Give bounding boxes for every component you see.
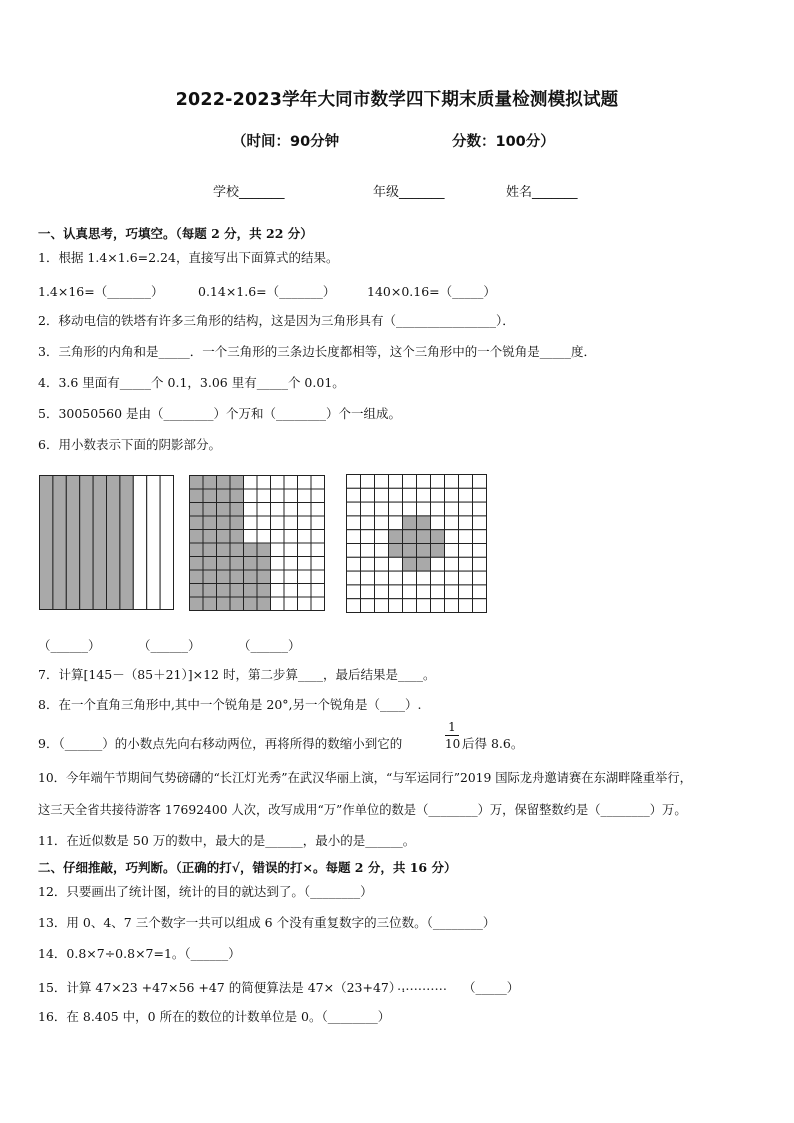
shaded-cell [417, 544, 431, 558]
grid-cell [403, 571, 417, 585]
figure-3-grid [346, 474, 487, 613]
shaded-cell [244, 597, 258, 611]
grid-cell [375, 502, 389, 516]
grid-cell [389, 585, 403, 599]
shaded-cell [190, 516, 204, 530]
shaded-cell [217, 516, 231, 530]
grid-cell [403, 599, 417, 613]
grid-cell [445, 488, 459, 502]
grid-cell [298, 503, 312, 517]
grid-cell [389, 488, 403, 502]
name-field[interactable]: 姓名_______ [506, 185, 578, 200]
grid-cell [298, 516, 312, 530]
shaded-cell [257, 570, 271, 584]
grid-cell [271, 584, 285, 598]
grade-field[interactable]: 年级_______ [373, 185, 445, 200]
grid-cell [403, 475, 417, 489]
grid-cell [347, 502, 361, 516]
shaded-cell [217, 570, 231, 584]
shaded-cell [230, 530, 244, 544]
grid-cell [311, 530, 325, 544]
grid-cell [403, 585, 417, 599]
grid-cell [417, 599, 431, 613]
grid-cell [431, 488, 445, 502]
grid-cell [298, 570, 312, 584]
shaded-cell [203, 570, 217, 584]
shaded-cell [217, 584, 231, 598]
shaded-cell [403, 530, 417, 544]
question-9[interactable]: 9．（______）的小数点先向右移动两位，再将所得的数缩小到它的 [38, 736, 403, 751]
grid-cell [431, 557, 445, 571]
grid-cell [311, 557, 325, 571]
grid-cell [271, 503, 285, 517]
shaded-cell [230, 503, 244, 517]
grid-cell [445, 571, 459, 585]
page-title: 2022-2023学年大同市数学四下期末质量检测模拟试题 [175, 90, 619, 110]
shaded-cell [190, 503, 204, 517]
shaded-strip [40, 476, 53, 610]
grid-cell [347, 488, 361, 502]
grid-cell [459, 530, 473, 544]
shaded-strip [66, 476, 79, 610]
grid-cell [403, 488, 417, 502]
shaded-cell [417, 557, 431, 571]
grid-cell [271, 557, 285, 571]
grid-cell [271, 570, 285, 584]
grid-cell [361, 475, 375, 489]
grid-cell [244, 489, 258, 503]
question-10-line-1: 10．今年端午节期间气势磅礴的“长江灯光秀”在武汉华丽上演，“与军运同行”2019 国际龙舟邀请赛在东湖畔隆重举行， [38, 771, 692, 785]
grid-cell [417, 571, 431, 585]
grid-cell [311, 476, 325, 490]
grid-cell [298, 584, 312, 598]
shaded-cell [190, 597, 204, 611]
exam-time: （时间：90分钟 [232, 134, 340, 150]
grid-cell [445, 502, 459, 516]
shaded-cell [190, 557, 204, 571]
grid-cell [257, 476, 271, 490]
shaded-cell [217, 489, 231, 503]
grid-cell [389, 571, 403, 585]
shaded-cell [257, 543, 271, 557]
shaded-cell [203, 530, 217, 544]
grid-cell [311, 503, 325, 517]
grid-cell [459, 516, 473, 530]
grid-cell [445, 475, 459, 489]
q6-answer-2[interactable]: （______） [138, 638, 201, 653]
grid-cell [361, 544, 375, 558]
grid-cell [417, 475, 431, 489]
shaded-cell [217, 543, 231, 557]
grid-cell [459, 502, 473, 516]
shaded-cell [217, 597, 231, 611]
grid-cell [445, 544, 459, 558]
question-1: 1．根据 1.4×1.6=2.24，直接写出下面算式的结果。 [38, 250, 339, 265]
question-2[interactable]: 2．移动电信的铁塔有许多三角形的结构，这是因为三角形具有（________________）． [38, 313, 515, 328]
q1-item-2[interactable]: 0.14×1.6=（_______） [198, 284, 336, 299]
grid-cell [361, 585, 375, 599]
grid-cell [347, 516, 361, 530]
shaded-cell [244, 557, 258, 571]
shaded-cell [230, 516, 244, 530]
grid-cell [445, 557, 459, 571]
shaded-cell [244, 570, 258, 584]
grid-cell [361, 557, 375, 571]
grid-cell [375, 475, 389, 489]
grid-cell [347, 557, 361, 571]
grid-cell [311, 489, 325, 503]
grid-cell [473, 516, 487, 530]
grid-cell [271, 489, 285, 503]
shaded-strip [120, 476, 133, 610]
grid-cell [284, 570, 298, 584]
shaded-cell [244, 584, 258, 598]
grid-cell [347, 475, 361, 489]
grid-cell [257, 503, 271, 517]
shaded-cell [230, 570, 244, 584]
shaded-cell [217, 476, 231, 490]
grid-cell [284, 476, 298, 490]
question-10-line-2[interactable]: 这三天全省共接待游客 17692400 人次，改写成用“万”作单位的数是（________）万，保留整数约是（________）万。 [38, 803, 687, 817]
grid-cell [473, 585, 487, 599]
grid-cell [271, 543, 285, 557]
grid-cell [431, 516, 445, 530]
shaded-cell [431, 544, 445, 558]
grid-cell [257, 489, 271, 503]
shaded-cell [190, 489, 204, 503]
exam-score: 分数：100分） [452, 134, 555, 150]
grid-cell [473, 502, 487, 516]
question-11[interactable]: 11．在近似数是 50 万的数中，最大的是______，最小的是______。 [38, 833, 416, 848]
shaded-cell [257, 557, 271, 571]
shaded-cell [230, 557, 244, 571]
shaded-cell [190, 584, 204, 598]
grid-cell [389, 557, 403, 571]
shaded-strip [80, 476, 93, 610]
school-field[interactable]: 学校_______ [213, 185, 285, 200]
grid-cell [445, 516, 459, 530]
shaded-cell [389, 544, 403, 558]
grid-cell [361, 502, 375, 516]
grid-cell [298, 543, 312, 557]
question-3[interactable]: 3．三角形的内角和是_____．一个三角形的三条边长度都相等，这个三角形中的一个锐角是_____度． [38, 344, 596, 359]
grid-cell [361, 571, 375, 585]
grid-cell [347, 544, 361, 558]
shaded-strip [53, 476, 66, 610]
shaded-cell [230, 597, 244, 611]
grid-cell [257, 530, 271, 544]
q1-item-1[interactable]: 1.4×16=（_______） [38, 284, 164, 299]
shaded-cell [203, 489, 217, 503]
grid-cell [375, 585, 389, 599]
grid-cell [389, 599, 403, 613]
grid-cell [473, 571, 487, 585]
grid-cell [271, 530, 285, 544]
grid-cell [431, 585, 445, 599]
shaded-cell [417, 530, 431, 544]
question-12[interactable]: 12．只要画出了统计图，统计的目的就达到了。（________） [38, 884, 373, 899]
blank-strip [133, 476, 146, 610]
shaded-cell [257, 597, 271, 611]
shaded-cell [190, 530, 204, 544]
grid-cell [347, 571, 361, 585]
q15-dots: ………… [397, 978, 447, 993]
shaded-cell [230, 489, 244, 503]
shaded-cell [257, 584, 271, 598]
shaded-cell [203, 557, 217, 571]
grid-cell [298, 489, 312, 503]
grid-cell [375, 516, 389, 530]
question-4[interactable]: 4．3.6 里面有_____个 0.1，3.06 里有_____个 0.01。 [38, 375, 345, 390]
grid-cell [389, 475, 403, 489]
grid-cell [361, 488, 375, 502]
shaded-cell [431, 530, 445, 544]
q6-answer-3[interactable]: （______） [238, 638, 301, 653]
grid-cell [473, 530, 487, 544]
shaded-cell [417, 516, 431, 530]
shaded-cell [203, 516, 217, 530]
grid-cell [459, 488, 473, 502]
grid-cell [459, 599, 473, 613]
grid-cell [375, 488, 389, 502]
shaded-cell [217, 530, 231, 544]
shaded-cell [244, 543, 258, 557]
grid-cell [403, 502, 417, 516]
grid-cell [473, 475, 487, 489]
grid-cell [459, 475, 473, 489]
grid-cell [271, 516, 285, 530]
question-16[interactable]: 16．在 8.405 中，0 所在的数位的计数单位是 0。（________） [38, 1009, 391, 1024]
shaded-cell [203, 476, 217, 490]
grid-cell [347, 599, 361, 613]
grid-cell [244, 530, 258, 544]
grid-cell [361, 530, 375, 544]
grid-cell [431, 502, 445, 516]
grid-cell [298, 597, 312, 611]
question-9-end: 后得 8.6。 [462, 736, 524, 751]
grid-cell [473, 557, 487, 571]
shaded-strip [107, 476, 120, 610]
grid-cell [431, 599, 445, 613]
shaded-cell [230, 543, 244, 557]
shaded-cell [203, 543, 217, 557]
blank-strip [147, 476, 160, 610]
shaded-cell [230, 584, 244, 598]
grid-cell [473, 599, 487, 613]
q1-item-3[interactable]: 140×0.16=（_____） [367, 284, 496, 299]
figure-1-strips [39, 475, 174, 610]
grid-cell [375, 599, 389, 613]
grid-cell [473, 488, 487, 502]
shaded-cell [203, 503, 217, 517]
grid-cell [389, 502, 403, 516]
grid-cell [284, 530, 298, 544]
shaded-cell [230, 476, 244, 490]
grid-cell [431, 475, 445, 489]
question-14[interactable]: 14．0.8×7÷0.8×7=1。（______） [38, 946, 241, 961]
grid-cell [445, 599, 459, 613]
grid-cell [389, 516, 403, 530]
shaded-cell [217, 557, 231, 571]
grid-cell [375, 557, 389, 571]
grid-cell [375, 530, 389, 544]
question-13[interactable]: 13．用 0、4、7 三个数字一共可以组成 6 个没有重复数字的三位数。（________） [38, 915, 496, 930]
q15-answer[interactable]: （_____） [463, 980, 520, 995]
grid-cell [375, 544, 389, 558]
shaded-cell [190, 543, 204, 557]
grid-cell [257, 516, 271, 530]
grid-cell [459, 571, 473, 585]
grid-cell [459, 557, 473, 571]
grid-cell [459, 585, 473, 599]
shaded-cell [403, 516, 417, 530]
grid-cell [311, 597, 325, 611]
grid-cell [244, 516, 258, 530]
grid-cell [417, 585, 431, 599]
grid-cell [311, 570, 325, 584]
grid-cell [284, 503, 298, 517]
question-6: 6．用小数表示下面的阴影部分。 [38, 437, 221, 452]
grid-cell [445, 585, 459, 599]
grid-cell [284, 516, 298, 530]
grid-cell [417, 488, 431, 502]
shaded-cell [203, 597, 217, 611]
grid-cell [347, 585, 361, 599]
shaded-cell [389, 530, 403, 544]
grid-cell [473, 544, 487, 558]
grid-cell [271, 476, 285, 490]
grid-cell [459, 544, 473, 558]
question-5[interactable]: 5．30050560 是由（________）个万和（________）个一组成。 [38, 406, 402, 421]
grid-cell [284, 597, 298, 611]
shaded-cell [203, 584, 217, 598]
grid-cell [417, 502, 431, 516]
grid-cell [271, 597, 285, 611]
grid-cell [244, 503, 258, 517]
section-1-heading: 一、认真思考，巧填空。（每题 2 分，共 22 分） [38, 226, 313, 241]
shaded-cell [190, 570, 204, 584]
grid-cell [311, 584, 325, 598]
question-15: 15．计算 47×23 +47×56 +47 的简便算法是 47×（23+47）. [38, 980, 406, 995]
grid-cell [311, 516, 325, 530]
grid-cell [361, 516, 375, 530]
grid-cell [298, 557, 312, 571]
fraction-denominator: 10 [445, 737, 461, 751]
grid-cell [284, 543, 298, 557]
shaded-strip [93, 476, 106, 610]
grid-cell [298, 476, 312, 490]
shaded-cell [403, 557, 417, 571]
shaded-cell [217, 503, 231, 517]
grid-cell [375, 571, 389, 585]
grid-cell [284, 557, 298, 571]
grid-cell [298, 530, 312, 544]
fraction-one-tenth [445, 720, 459, 751]
question-8[interactable]: 8．在一个直角三角形中,其中一个锐角是 20°,另一个锐角是（____）. [38, 697, 422, 712]
grid-cell [445, 530, 459, 544]
q6-answer-1[interactable]: （______） [38, 638, 101, 653]
shaded-cell [403, 544, 417, 558]
grid-cell [311, 543, 325, 557]
grid-cell [361, 599, 375, 613]
shaded-cell [190, 476, 204, 490]
section-2-heading: 二、仔细推敲，巧判断。（正确的打√，错误的打×。每题 2 分，共 16 分） [38, 860, 457, 875]
figure-2-grid [189, 475, 325, 611]
grid-cell [284, 584, 298, 598]
grid-cell [431, 571, 445, 585]
grid-cell [284, 489, 298, 503]
grid-cell [244, 476, 258, 490]
grid-cell [347, 530, 361, 544]
question-7[interactable]: 7．计算[145－（85＋21）]×12 时，第二步算____，最后结果是____。 [38, 667, 436, 682]
blank-strip [160, 476, 173, 610]
fraction-numerator: 1 [448, 720, 456, 734]
